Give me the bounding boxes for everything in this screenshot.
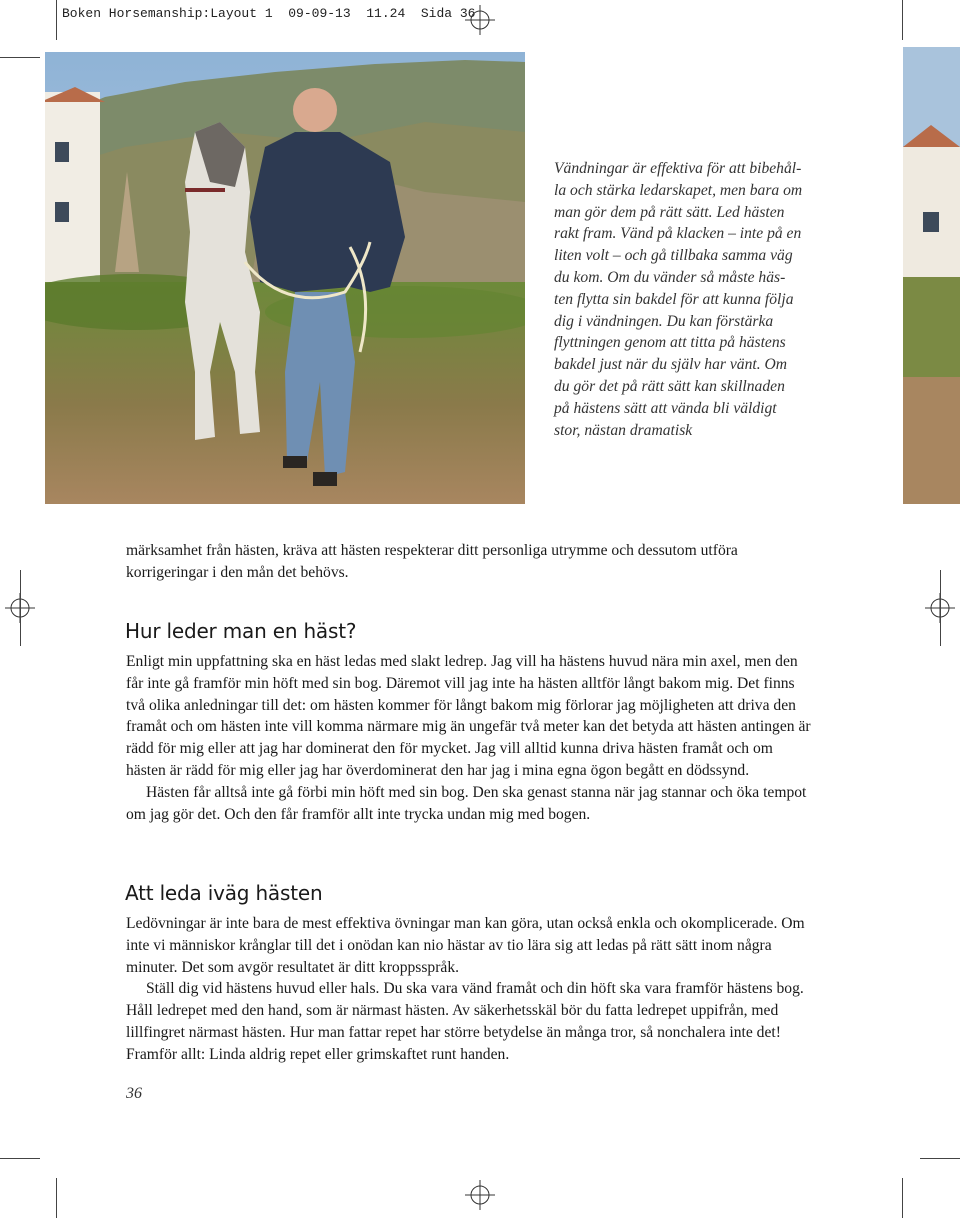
section1-paragraph-2: Hästen får alltså inte gå förbi min höft med sin bog. Den ska genast stanna när jag stannar och öka tempot om jag gör det. Och den får framför allt inte trycka undan mig med bogen. <box>126 783 807 823</box>
caption-line: bakdel just när du själv har vänt. Om <box>554 356 788 374</box>
caption-line: ten flytta sin bakdel för att kunna följa <box>554 290 794 308</box>
photo-edge-bleed <box>903 47 960 504</box>
page-number: 36 <box>126 1085 142 1102</box>
crop-mark-top-right-v <box>902 0 903 40</box>
registration-line-right <box>940 570 941 646</box>
registration-mark-bottom <box>465 1180 495 1210</box>
crop-mark-bottom-right-h <box>920 1158 960 1159</box>
registration-mark-top <box>465 5 495 35</box>
section2-paragraph-2: Ställ dig vid hästens huvud eller hals. Du ska vara vänd framåt och din höft ska vara framför hästens bog. Håll ledrepet med den hand, som är närmast hästen. Av säkerhetsskäl bör du fatta ledrepet uppifrån, med lillfingret närmast hästen. Hur man fattar repet har större betydelse än många tror, så nonchalera inte det! Framför allt: Linda aldrig repet eller grimskaftet runt handen. <box>126 980 804 1063</box>
crop-mark-bottom-left-h <box>0 1158 40 1159</box>
section1-paragraph-1: Enligt min uppfattning ska en häst ledas med slakt ledrep. Jag vill ha hästens huvud nära min axel, men den får inte gå framför min höft med sin bog. Däremot vill jag inte ha hästen alltför långt bakom mig. Det finns två olika anledningar till det: om hästen kommer för långt bakom mig förlorar jag möjligheten att driva den framåt och om hästen inte vill komma närmare mig än ungefär två meter kan det betyda att hästen antingen är rädd för mig eller att jag har dominerat den för mycket. Jag vill alltid kunna driva hästen framåt och om hästen är rädd för mig eller jag har överdominerat den har jag i mina egna ögon begått en dödssynd. <box>126 653 811 779</box>
caption-line: stor, nästan dramatisk <box>554 421 693 439</box>
caption-line: la och stärka ledarskapet, men bara om <box>554 181 803 199</box>
intro-paragraph: märksamhet från hästen, kräva att hästen respekterar ditt personliga utrymme och dessutom utföra korrigeringar i den mån det behövs. <box>126 542 738 581</box>
crop-mark-bottom-left-v <box>56 1178 57 1218</box>
registration-line-left <box>20 570 21 646</box>
crop-mark-bottom-right-v <box>902 1178 903 1218</box>
crop-mark-top-left-h <box>0 57 40 58</box>
photo-man-leading-horse <box>45 52 525 504</box>
section-heading-att-leda: Att leda iväg hästen <box>125 881 323 905</box>
intro-paragraph-block <box>126 540 816 584</box>
section-heading-hur-leder: Hur leder man en häst? <box>125 619 357 643</box>
caption-line: du gör det på rätt sätt kan skillnaden <box>554 377 785 395</box>
caption-line: Vändningar är effektiva för att bibehål- <box>554 160 802 177</box>
caption-line: dig i vändningen. Du kan förstärka <box>554 312 774 330</box>
crop-mark-top-left-v <box>56 0 57 40</box>
section2-body <box>126 913 816 1066</box>
caption-line: på hästens sätt att vända bli väldigt <box>554 399 777 417</box>
section2-paragraph-1: Ledövningar är inte bara de mest effektiva övningar man kan göra, utan också enkla och okomplicerade. Om inte vi människor krånglar till det i onödan kan nio hästar av tio lära sig att ledas på rätt sätt inom några minuter. Det som avgör resultatet är ditt kroppsspråk. <box>126 915 805 976</box>
printer-slug: Boken Horsemanship:Layout 1 09-09-13 11.24 Sida 36 <box>62 6 476 21</box>
caption-line: du kom. Om du vänder så måste häs- <box>554 268 786 286</box>
caption-line: flyttningen genom att titta på hästens <box>554 334 786 352</box>
photo-caption <box>554 158 854 441</box>
section1-body <box>126 651 816 825</box>
caption-line: rakt fram. Vänd på klacken – inte på en <box>554 225 802 243</box>
caption-line: liten volt – och gå tillbaka samma väg <box>554 247 793 265</box>
caption-line: man gör dem på rätt sätt. Led hästen <box>554 203 785 221</box>
